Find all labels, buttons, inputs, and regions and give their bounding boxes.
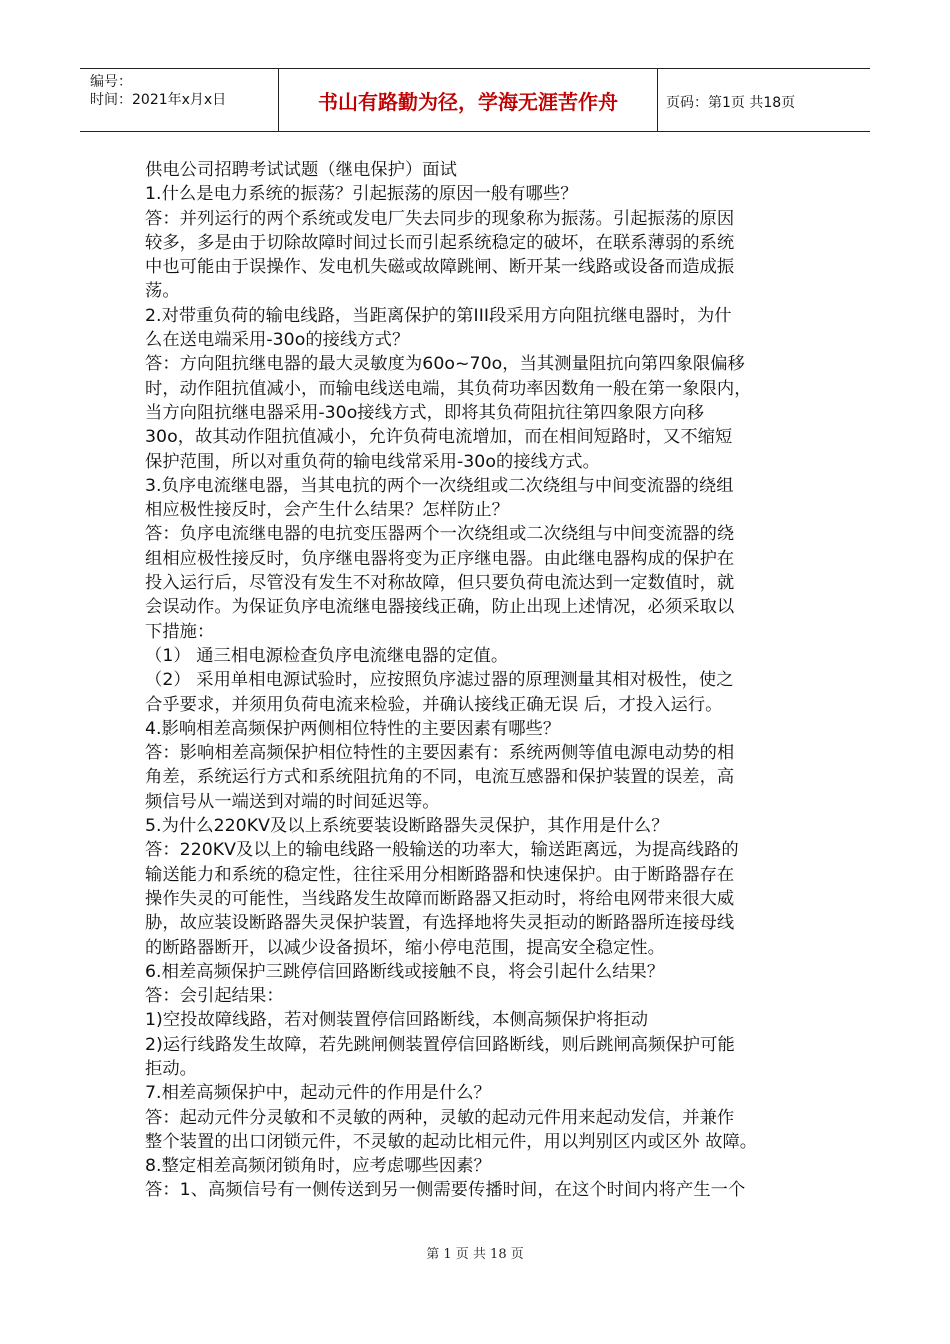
- body-line: 相应极性接反时，会产生什么结果？怎样防止？: [145, 500, 509, 521]
- body-line: 频信号从一端送到对端的时间延迟等。: [145, 791, 440, 812]
- body-line: 8.整定相差高频闭锁角时，应考虑哪些因素？: [145, 1156, 491, 1177]
- body-line: 答：1、高频信号有一侧传送到另一侧需要传播时间，在这个时间内将产生一个: [145, 1180, 746, 1201]
- header-motto: 书山有路勤为径，学海无涯苦作舟: [318, 90, 618, 114]
- body-line: 会误动作。为保证负序电流继电器接线正确，防止出现上述情况，必须采取以: [145, 597, 735, 618]
- body-line: 30o，故其动作阻抗值减小，允许负荷电流增加，而在相间短路时，又不缩短: [145, 427, 733, 448]
- body-line: 下措施：: [145, 621, 215, 642]
- body-line: 答：方向阻抗继电器的最大灵敏度为60o~70o，当其测量阻抗向第四象限偏移: [145, 354, 745, 375]
- document-body: [145, 158, 800, 1203]
- body-line: 输送能力和系统的稳定性，往往采用分相断路器和快速保护。由于断路器存在: [145, 864, 735, 885]
- date-label: 时间：2021年x月x日: [90, 92, 227, 108]
- body-line: 荡。: [145, 281, 180, 302]
- body-line: 供电公司招聘考试试题（继电保护）面试: [145, 160, 457, 180]
- body-line: 胁，故应装设断路器失灵保护装置，有选择地将失灵拒动的断路器所连接母线: [145, 913, 735, 934]
- body-line: 投入运行后，尽管没有发生不对称故障，但只要负荷电流达到一定数值时，就: [145, 573, 735, 594]
- page-footer: 第 1 页 共 18 页: [426, 1247, 524, 1262]
- body-line: 中也可能由于误操作、发电机失磁或故障跳闸、断开某一线路或设备而造成振: [145, 257, 735, 278]
- body-line: 的断路器断开，以减少设备损坏，缩小停电范围，提高安全稳定性。: [145, 937, 665, 958]
- body-line: 2.对带重负荷的输电线路，当距离保护的第III段采用方向阻抗继电器时，为什: [145, 305, 732, 326]
- body-line: 6.相差高频保护三跳停信回路断线或接触不良，将会引起什么结果？: [145, 961, 665, 982]
- body-line: 操作失灵的可能性，当线路发生故障而断路器又拒动时，将给电网带来很大威: [145, 888, 735, 909]
- body-line: 答：220KV及以上的输电线路一般输送的功率大，输送距离远，为提高线路的: [145, 840, 739, 861]
- doc-number-label: 编号：: [90, 74, 132, 90]
- body-line: （2） 采用单相电源试验时，应按照负序滤过器的原理测量其相对极性，使之: [145, 670, 734, 691]
- body-line: 拒动。: [145, 1058, 197, 1079]
- body-line: 答：负序电流继电器的电抗变压器两个一次绕组或二次绕组与中间变流器的绕: [145, 524, 735, 545]
- body-line: 答：影响相差高频保护相位特性的主要因素有：系统两侧等值电源电动势的相: [145, 743, 735, 764]
- body-line: 1.什么是电力系统的振荡？引起振荡的原因一般有哪些？: [145, 184, 578, 205]
- body-line: 整个装置的出口闭锁元件，不灵敏的起动比相元件，用以判别区内或区外 故障。: [145, 1131, 758, 1152]
- header-page-number: 页码：第1页 共18页: [666, 95, 796, 111]
- header-divider: [657, 69, 658, 131]
- body-line: 3.负序电流继电器，当其电抗的两个一次绕组或二次绕组与中间变流器的绕组: [145, 475, 734, 496]
- body-line: 答：并列运行的两个系统或发电厂失去同步的现象称为振荡。引起振荡的原因: [145, 208, 735, 229]
- body-line: 答：会引起结果：: [145, 986, 284, 1007]
- body-line: 较多，多是由于切除故障时间过长而引起系统稳定的破坏，在联系薄弱的系统: [145, 232, 735, 253]
- body-line: 4.影响相差高频保护两侧相位特性的主要因素有哪些？: [145, 718, 561, 739]
- body-line: 7.相差高频保护中，起动元件的作用是什么？: [145, 1083, 491, 1104]
- body-line: （1） 通三相电源检查负序电流继电器的定值。: [145, 645, 509, 666]
- body-line: 合乎要求，并须用负荷电流来检验，并确认接线正确无误 后，才投入运行。: [145, 694, 723, 715]
- body-line: 答：起动元件分灵敏和不灵敏的两种，灵敏的起动元件用来起动发信，并兼作: [145, 1107, 735, 1128]
- body-line: 当方向阻抗继电器采用-30o接线方式，即将其负荷阻抗往第四象限方向移: [145, 402, 704, 423]
- body-line: 时，动作阻抗值减小，而输电线送电端，其负荷功率因数角一般在第一象限内，: [145, 378, 752, 399]
- body-line: 角差，系统运行方式和系统阻抗角的不同，电流互感器和保护装置的误差，高: [145, 767, 735, 788]
- body-line: 1)空投故障线路，若对侧装置停信回路断线，本侧高频保护将拒动: [145, 1010, 649, 1031]
- page-header: [80, 68, 870, 132]
- body-line: 保护范围，所以对重负荷的输电线常采用-30o的接线方式。: [145, 451, 600, 472]
- body-line: 5.为什么220KV及以上系统要装设断路器失灵保护，其作用是什么？: [145, 816, 669, 837]
- body-line: 么在送电端采用-30o的接线方式？: [145, 330, 410, 351]
- body-line: 2)运行线路发生故障，若先跳闸侧装置停信回路断线，则后跳闸高频保护可能: [145, 1034, 735, 1055]
- body-line: 组相应极性接反时，负序继电器将变为正序继电器。由此继电器构成的保护在: [145, 548, 735, 569]
